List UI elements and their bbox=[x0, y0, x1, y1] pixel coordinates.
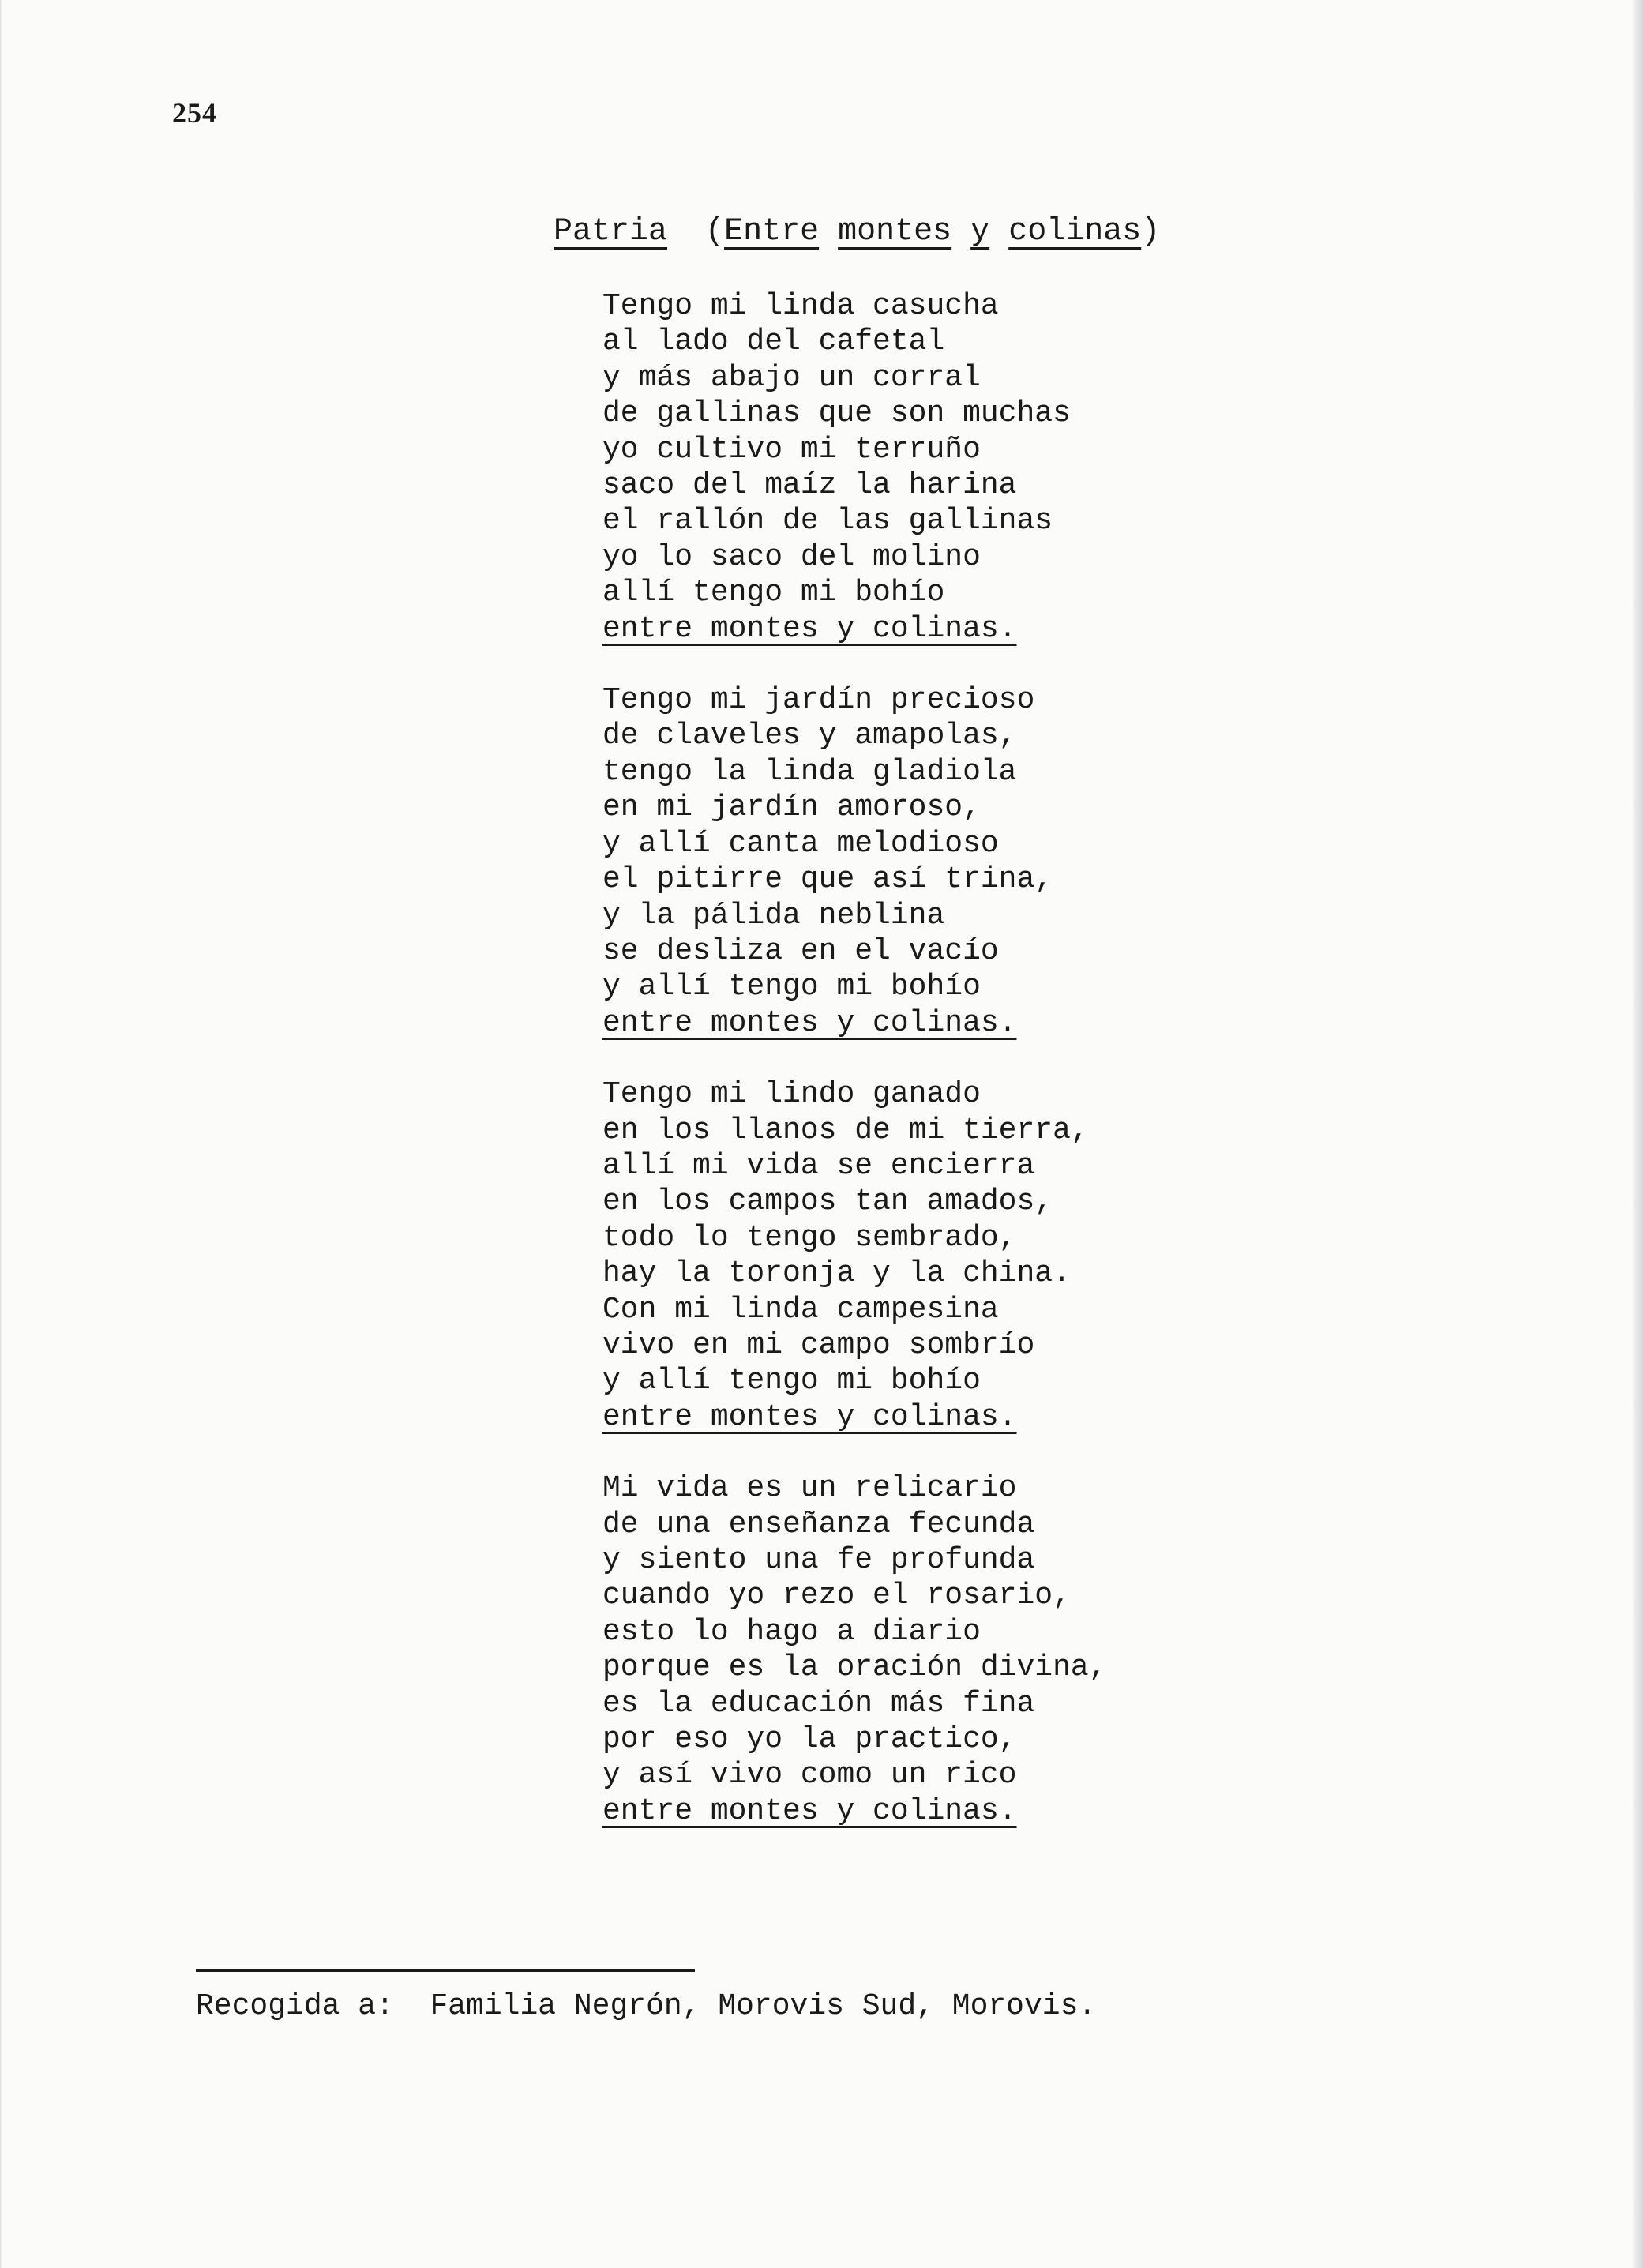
poem-line: Tengo mi lindo ganado bbox=[602, 1077, 981, 1112]
poem-line: es la educación más fina bbox=[602, 1686, 1035, 1721]
stanza-4 bbox=[602, 1470, 1155, 1829]
refrain-line: entre montes y colinas. bbox=[602, 1399, 1017, 1434]
refrain-line: entre montes y colinas. bbox=[602, 1793, 1017, 1828]
poem-line: el rallón de las gallinas bbox=[602, 504, 1053, 539]
poem-line: por eso yo la practico, bbox=[602, 1722, 1017, 1757]
footnote bbox=[196, 1988, 1096, 2026]
refrain-line: entre montes y colinas. bbox=[602, 1005, 1017, 1040]
poem-line: todo lo tengo sembrado, bbox=[602, 1220, 1017, 1255]
poem-line: y allí canta melodioso bbox=[602, 826, 999, 861]
title-main: Patria bbox=[554, 214, 668, 250]
title-paren-close: ) bbox=[1141, 214, 1161, 250]
stanza-3 bbox=[602, 1076, 1155, 1435]
poem-line: hay la toronja y la china. bbox=[602, 1256, 1071, 1291]
poem-line: de claveles y amapolas, bbox=[602, 719, 1017, 753]
poem-line: el pitirre que así trina, bbox=[602, 862, 1053, 897]
poem-line: vivo en mi campo sombrío bbox=[602, 1327, 1035, 1362]
poem-line: Con mi linda campesina bbox=[602, 1292, 999, 1327]
poem-line: y más abajo un corral bbox=[602, 360, 981, 395]
title-y: y bbox=[970, 214, 990, 250]
poem-line: esto lo hago a diario bbox=[602, 1614, 981, 1649]
poem-line: yo lo saco del molino bbox=[602, 539, 981, 574]
page-edge-shadow bbox=[1633, 0, 1644, 2268]
title-entre: Entre bbox=[724, 214, 820, 250]
poem-line: y la pálida neblina bbox=[602, 898, 945, 933]
poem-line: porque es la oración divina, bbox=[602, 1650, 1107, 1685]
poem-line: Tengo mi jardín precioso bbox=[602, 683, 1035, 718]
title-paren-open: ( bbox=[705, 214, 725, 250]
title-montes: montes bbox=[838, 214, 952, 250]
poem-line: Tengo mi linda casucha bbox=[602, 289, 999, 323]
poem-line: en mi jardín amoroso, bbox=[602, 790, 981, 825]
poem-line: allí mi vida se encierra bbox=[602, 1148, 1035, 1183]
poem-line: de una enseñanza fecunda bbox=[602, 1507, 1035, 1541]
poem-line: al lado del cafetal bbox=[602, 325, 945, 359]
poem-line: y allí tengo mi bohío bbox=[602, 970, 981, 1004]
poem-line: de gallinas que son muchas bbox=[602, 396, 1071, 431]
poem-line: allí tengo mi bohío bbox=[602, 576, 945, 610]
poem-line: en los llanos de mi tierra, bbox=[602, 1113, 1089, 1147]
poem-line: y allí tengo mi bohío bbox=[602, 1364, 981, 1399]
footnote-label: Recogida a: bbox=[196, 1989, 394, 2023]
poem-line: se desliza en el vacío bbox=[602, 933, 999, 968]
poem-line: Mi vida es un relicario bbox=[602, 1471, 1017, 1506]
refrain-line: entre montes y colinas. bbox=[602, 611, 1017, 646]
poem-line: y así vivo como un rico bbox=[602, 1758, 1017, 1793]
page-number: 254 bbox=[172, 97, 217, 129]
title-colinas: colinas bbox=[1008, 214, 1142, 250]
poem-line: y siento una fe profunda bbox=[602, 1543, 1035, 1577]
poem-line: en los campos tan amados, bbox=[602, 1185, 1053, 1219]
poem-line: yo cultivo mi terruño bbox=[602, 432, 981, 467]
poem-line: saco del maíz la harina bbox=[602, 468, 1017, 503]
poem-line: cuando yo rezo el rosario, bbox=[602, 1579, 1071, 1613]
stanza-1 bbox=[602, 288, 1155, 647]
footnote-divider bbox=[196, 1969, 695, 1972]
poem-body bbox=[602, 288, 1155, 1864]
poem-line: tengo la linda gladiola bbox=[602, 754, 1017, 789]
poem-title bbox=[554, 212, 1160, 253]
stanza-2 bbox=[602, 682, 1155, 1041]
footnote-source: Familia Negrón, Morovis Sud, Morovis. bbox=[430, 1989, 1097, 2023]
